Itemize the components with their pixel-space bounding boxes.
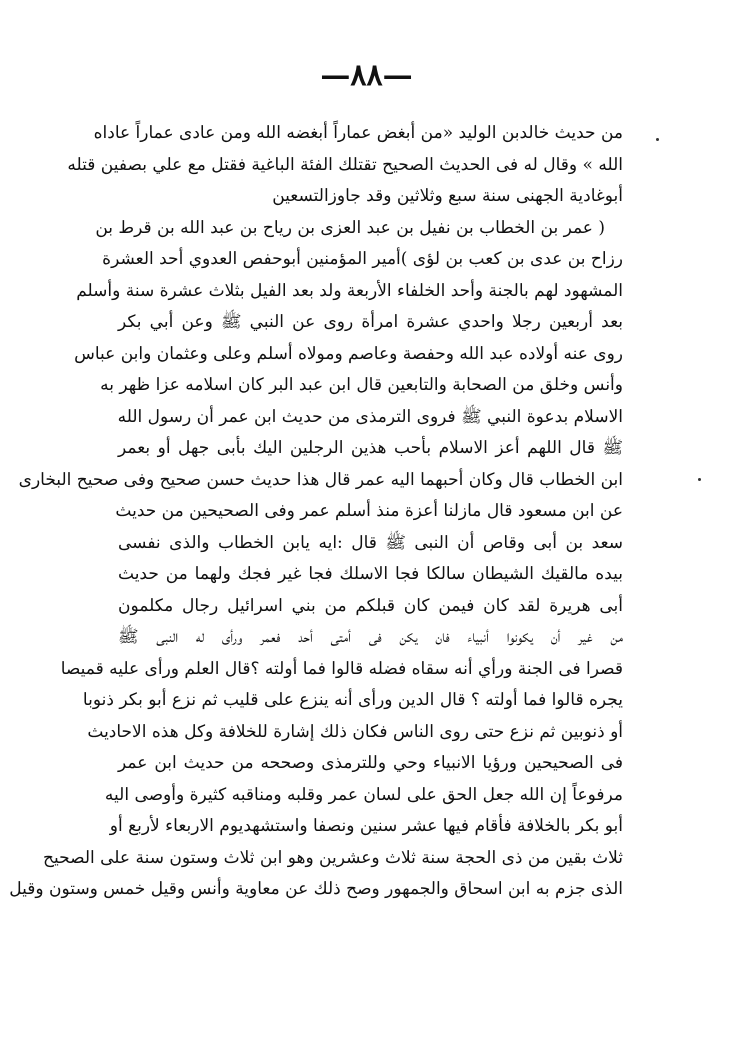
text-line: أو ذنوبين ثم نزع حتى روى الناس فكان ذلك إشارة للخلافة وكل هذه الاحاديث	[87, 721, 623, 742]
text-line: بعد أربعين رجلا واحدي عشرة امرأة روى عن النبي ﷺ وعن أبي بكر	[118, 312, 623, 332]
page-number: —٨٨—	[320, 58, 413, 93]
text-line: من غير أن يكونوا أنبياء فان يكن فى أمتى أحد فعمر ورأى له النبى ﷺ	[118, 627, 623, 647]
text-line: يجره قالوا فما أولته ؟ قال الدين ورأى أنه ينزع على قليب ثم نزع أبو بكر ذنوبا	[82, 690, 623, 710]
text-line: قصرا فى الجنة ورأي أنه سقاه فضله قالوا فما أولته ؟قال العلم ورأى عليه قميصا	[60, 658, 623, 679]
text-line: ( عمر بن الخطاب بن نفيل بن عبد العزى بن رياح بن عبد الله بن قرط بن	[95, 217, 605, 238]
text-line: سعد بن أبى وقاص أن النبى ﷺ قال :ايه يابن الخطاب والذى نفسى	[118, 532, 623, 553]
text-line: أبو بكر بالخلافة فأقام فيها عشر سنين ونصفا واستشهديوم الاربعاء لأربع أو	[109, 816, 623, 836]
text-line: من حديث خالدبن الوليد «من أبغض عماراً أبغضه الله ومن عادى عماراً عاداه	[93, 123, 623, 143]
body-text	[9, 118, 623, 906]
text-line: الاسلام بدعوة النبي ﷺ فروى الترمذى من حديث ابن عمر أن رسول الله	[117, 406, 623, 427]
text-line: فى الصحيحين ورؤيا الانبياء وحي وللترمذى وصححه من حديث ابن عمر	[118, 753, 623, 773]
text-line: ثلاث بقين من ذى الحجة سنة ثلاث وعشرين وهو ابن ثلاث وستون سنة على الصحيح	[43, 847, 623, 868]
text-line: المشهود لهم بالجنة وأحد الخلفاء الأربعة ولد بعد الفيل بثلاث عشرة سنة وأسلم	[76, 280, 623, 301]
text-line: ابن الخطاب قال وكان أحبهما اليه عمر قال هذا حديث حسن صحيح وفى صحيح البخارى	[18, 469, 623, 490]
text-line: الله » وقال له فى الحديث الصحيح تقتلك الفئة الباغية فقتل مع علي بصفين قتله	[67, 154, 623, 175]
text-line: رزاح بن عدى بن كعب بن لؤى )أمير المؤمنين أبوحفص العدوي أحد العشرة	[102, 249, 623, 269]
text-line: عن ابن مسعود قال مازلنا أعزة منذ أسلم عمر وفى الصحيحين من حديث	[115, 501, 623, 521]
text-line: وأنس وخلق من الصحابة والتابعين قال ابن عبد البر كان اسلامه عزا ظهر به	[100, 375, 623, 395]
scan-speck	[656, 138, 659, 141]
text-line: مرفوعاً إن الله جعل الحق على لسان عمر وقلبه ومناقبه كثيرة وأوصى اليه	[104, 784, 623, 805]
text-line: أبوغادية الجهنى سنة سبع وثلاثين وقد جاوزالتسعين	[272, 186, 623, 206]
text-line: أبى هريرة لقد كان فيمن كان قبلكم من بني اسرائيل رجال مكلمون	[118, 595, 623, 616]
scan-speck	[698, 478, 701, 481]
text-line: الذى جزم به ابن اسحاق والجمهور وصح ذلك عن معاوية وأنس وقيل خمس وستون وقيل	[9, 879, 623, 899]
text-line: روى عنه أولاده عبد الله وحفصة وعاصم ومولاه أسلم وعلى وعثمان وابن عباس	[74, 343, 623, 364]
text-line: ﷺ قال اللهم أعز الاسلام بأحب هذين الرجلين اليك بأبى جهل أو بعمر	[118, 438, 623, 458]
text-line: بيده مالقيك الشيطان سالكا فجا الاسلك فجا غير فجك ولهما من حديث	[118, 564, 623, 584]
